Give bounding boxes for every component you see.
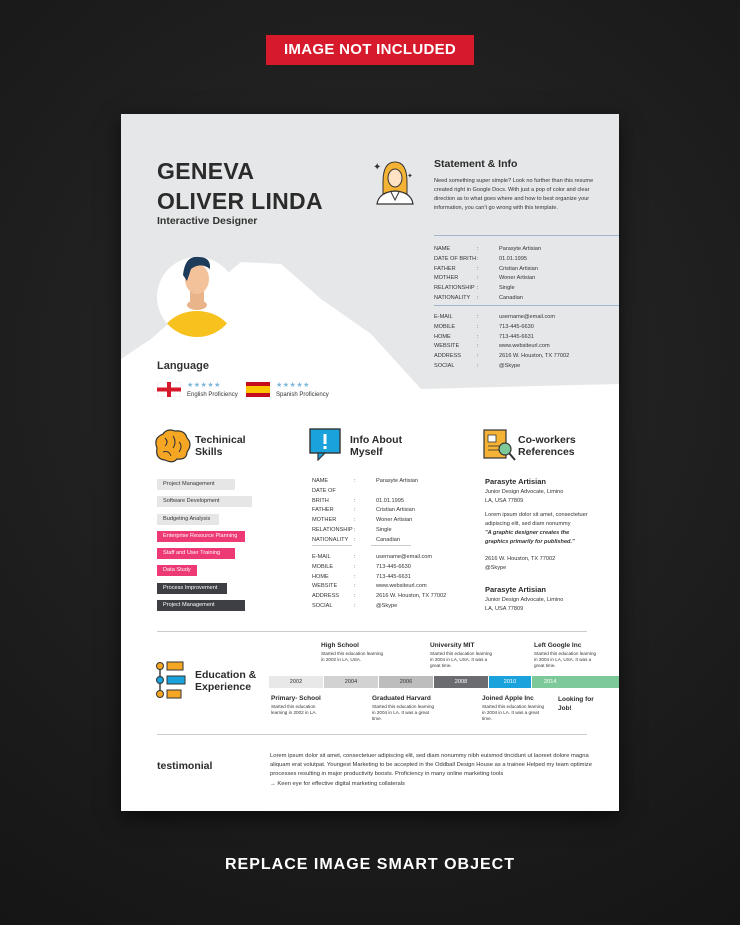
- spanish-label: Spanish Proficiency: [276, 392, 329, 398]
- timeline-top-item: University MIT Started this education learning in 2004 in LA, USA. It was a great time.: [430, 642, 493, 668]
- timeline-year: 2014: [532, 676, 619, 688]
- contact-row: MOBILE : 713-445-6630: [312, 563, 411, 570]
- timeline-top-item: Left Google Inc Started this education learning in 2004 in LA, USA. It was a great time.: [534, 642, 597, 668]
- job-title: Interactive Designer: [157, 215, 258, 227]
- reference-name: Parasyte Artisian: [485, 585, 547, 594]
- english-label: English Proficiency: [187, 392, 238, 398]
- england-flag-icon: [157, 382, 181, 397]
- timeline-top-item: High School Started this education learning in 2002 in LA, USA.: [321, 642, 384, 662]
- skill-bar: Data Study: [157, 565, 197, 576]
- resume-page: [121, 114, 619, 811]
- avatar: [155, 247, 239, 339]
- skill-bar: Process Improvement: [157, 583, 227, 594]
- personal-info-list: [434, 245, 541, 304]
- skills-list: [157, 479, 257, 617]
- skill-bar: Budgeting Analysis: [157, 514, 219, 525]
- timeline-year: 2010: [489, 676, 531, 688]
- statement-text: Need something super simple? Look no further than this resume created right in Google Docs. With just a pop of color and clear direction as to what goes where and how to best organize your information, you can't go wrong with this template.: [434, 178, 594, 211]
- timeline-icon: [155, 660, 187, 700]
- info-row: NAME : Parasyte Artisian: [434, 246, 541, 252]
- timeline-bottom-item: Looking for Job!: [558, 696, 594, 712]
- timeline-year: 2006: [379, 676, 433, 688]
- references-heading: Co-workers References: [518, 434, 576, 458]
- reference-document-icon: [481, 427, 517, 463]
- image-not-included-banner: IMAGE NOT INCLUDED: [266, 35, 474, 65]
- divider: [434, 305, 619, 306]
- svg-text:✦: ✦: [407, 173, 413, 180]
- contact-row: WEBSITE : www.websiteurl.com: [434, 343, 550, 350]
- name-line-2: OLIVER LINDA: [157, 188, 323, 214]
- reference-2: Parasyte Artisian Junior Design Advocate, Limino LA, USA 77809: [485, 585, 593, 614]
- section-divider: [157, 734, 587, 735]
- spain-flag-icon: [246, 382, 270, 397]
- name-line-1: GENEVA: [157, 158, 255, 184]
- full-name: [157, 156, 323, 216]
- reference-name: Parasyte Artisian: [485, 477, 547, 486]
- divider: [434, 235, 619, 236]
- contact-row: HOME : 713-445-6631: [312, 573, 411, 580]
- contact-row: ADDRESS : 2616 W. Houston, TX 77002: [312, 593, 447, 600]
- contact-row: SOCIAL : @Skype: [434, 362, 521, 369]
- info-row: MOTHER : Woner Artisian: [434, 275, 536, 282]
- testimonial-heading: testimonial: [157, 760, 213, 772]
- contact-row: E-MAIL : username@email.com: [312, 554, 433, 560]
- contact-row: HOME : 713-445-6631: [434, 333, 534, 340]
- timeline-bottom-item: Primary- School Started this education learning in 2002 in LA.: [271, 695, 321, 715]
- skill-bar: Software Development: [157, 496, 252, 507]
- timeline-year: 2008: [434, 676, 488, 688]
- info-row: RELATIONSHIP: Single: [312, 526, 392, 533]
- language-heading: Language: [157, 360, 209, 372]
- testimonial-text: Lorem ipsum dolor sit amet, consectetuer adipiscing elit, sed diam nonummy nibh euismod tincidunt ut laoreet dolore magna aliquam erat volutpat. Youngest Marketing to be accepted in the Oddball Design House as a trainee Helped my team optimize processes resulting in major productivity boosts. Proficiency in many online marketing tools → Keen eye for effective digital marketing collaterals: [270, 753, 592, 787]
- skill-bar: Enterprise Resource Planning: [157, 531, 245, 542]
- divider: [312, 545, 352, 546]
- info-chat-icon: [308, 427, 342, 461]
- contact-row: WEBSITE : www.websiteurl.com: [312, 583, 427, 590]
- svg-text:✦: ✦: [373, 162, 382, 173]
- contact-row: SOCIAL : @Skype: [312, 602, 398, 609]
- timeline-year: 2002: [269, 676, 323, 688]
- section-divider: [157, 631, 587, 632]
- info-row: FATHER : Cristian Artisian: [312, 507, 415, 514]
- timeline-bottom-item: Graduated Harvard Started this education learning in 2004 in LA. It was a great time.: [372, 695, 435, 721]
- timeline-bottom-item: Joined Apple Inc Started this education learning in 2004 in LA. It was a great time.: [482, 695, 545, 721]
- info-row: NATIONALITY : Canadian: [434, 294, 523, 301]
- skill-bar: Project Management: [157, 600, 245, 611]
- info-row: MOTHER : Woner Artisian: [312, 517, 413, 524]
- contact-info-list: [434, 313, 569, 372]
- timeline-year: 2004: [324, 676, 378, 688]
- info-row: DATE OF BRITH: 01.01.1995: [434, 255, 527, 262]
- statement-heading: Statement & Info: [434, 158, 518, 170]
- about-contact-list: [312, 553, 446, 612]
- spanish-stars: ★★★★★: [276, 382, 310, 389]
- technical-skills-heading: Techinical Skills: [195, 434, 246, 458]
- info-row: FATHER : Cristian Artisian: [434, 265, 538, 272]
- info-row: NAME : Parasyte Artisian: [312, 478, 418, 484]
- woman-profile-icon: [371, 156, 415, 206]
- english-stars: ★★★★★: [187, 382, 221, 389]
- skill-bar: Project Management: [157, 479, 235, 490]
- info-row: RELATIONSHIP : Single: [434, 285, 515, 292]
- divider: [371, 545, 411, 546]
- about-info-list: [312, 477, 418, 546]
- info-row: NATIONALITY : Canadian: [312, 536, 400, 543]
- reference-1: Parasyte Artisian Junior Design Advocate, Limino LA, USA 77809 Lorem ipsum dolor sit amet, consectetuer adipiscing elit, sed diam nonummy "A graphic designer creates the graphics primarily for published." 2616 W. Houston, TX 77002 @Skype: [485, 477, 593, 573]
- brain-icon: [151, 428, 193, 464]
- skill-bar: Staff and User Training: [157, 548, 235, 559]
- education-heading: Education & Experience: [195, 669, 257, 693]
- replace-smart-object-caption: REPLACE IMAGE SMART OBJECT: [224, 856, 515, 873]
- contact-row: MOBILE : 713-445-6630: [434, 323, 534, 330]
- info-row: DATE OF BRITH : 01.01.1995: [312, 487, 404, 504]
- contact-row: E-MAIL : username@email.com: [434, 314, 556, 320]
- info-about-heading: Info About Myself: [350, 434, 403, 458]
- contact-row: ADDRESS : 2616 W. Houston, TX 77002: [434, 353, 570, 360]
